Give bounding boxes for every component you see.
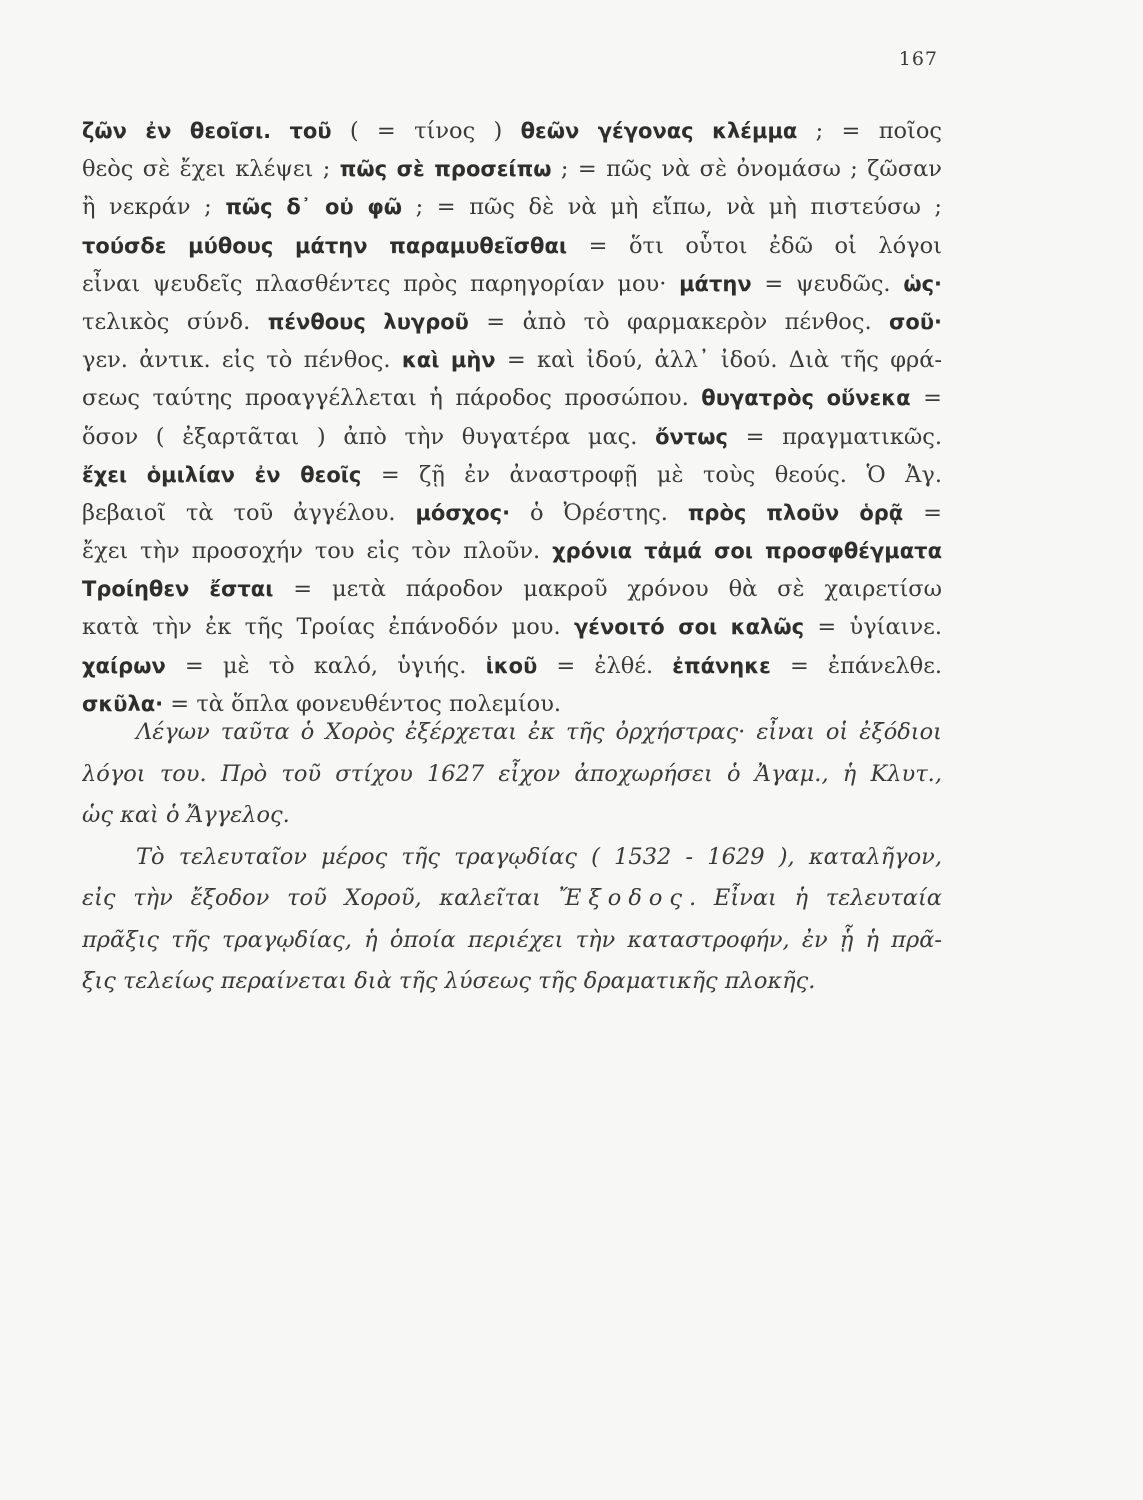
glossary-line <box>82 379 942 417</box>
commentary-block <box>82 712 942 1003</box>
gloss-text: βεβαιοῖ τὰ τοῦ ἀγγέλου. <box>82 499 416 526</box>
gloss-text: = ἐλθέ. <box>537 652 673 679</box>
headword: γένοιτό σοι καλῶς <box>573 615 805 640</box>
gloss-text: ἢ νεκράν ; <box>82 194 226 221</box>
gloss-text: θεὸς σὲ ἔχει κλέψει ; <box>82 156 340 183</box>
commentary-line <box>82 837 942 879</box>
gloss-text: εἰς τὴν ἔξοδον τοῦ Χοροῦ, καλεῖται <box>82 885 559 911</box>
gloss-text: = καὶ ἰδού, ἀλλ᾽ ἰδού. Διὰ τῆς φρά- <box>495 347 942 374</box>
headword: σκῦλα· <box>82 691 164 716</box>
gloss-text: ; = πῶς νὰ σὲ ὀνομάσω ; ζῶσαν <box>551 156 942 183</box>
glossary-block <box>82 112 942 723</box>
gloss-text: λόγοι του. Πρὸ τοῦ στίχου 1627 εἶχον ἀποχωρήσει ὁ Ἀγαμ., ἡ Κλυτ., <box>82 760 942 787</box>
gloss-text: ( = τίνος ) <box>331 118 521 144</box>
gloss-text: ὁ Ὀρέστης. <box>510 499 688 526</box>
headword: τοῦ <box>289 119 332 143</box>
gloss-text: γεν. ἀντικ. εἰς τὸ πένθος. <box>82 347 402 374</box>
headword: μόσχος· <box>415 500 511 525</box>
gloss-text: = ὅτι οὗτοι ἐδῶ οἱ λόγοι <box>567 232 942 259</box>
headword: ἐπάνηκε <box>672 653 771 678</box>
gloss-text: ; = πῶς δὲ νὰ μὴ εἴπω, νὰ μὴ πιστεύσω ; <box>402 194 942 221</box>
headword: θυγατρὸς οὕνεκα <box>701 386 911 411</box>
headword: καὶ μὴν <box>401 348 496 373</box>
headword: μάτην <box>679 271 752 296</box>
glossary-line <box>82 188 942 226</box>
glossary-line <box>82 418 942 456</box>
gloss-text: = ἐπάνελθε. <box>770 652 942 679</box>
headword: Τροίηθεν ἔσται <box>82 577 274 602</box>
glossary-line <box>82 265 942 303</box>
glossary-line <box>82 341 942 379</box>
glossary-line <box>82 608 942 646</box>
gloss-text: = μετὰ πάροδον μακροῦ χρόνου θὰ σὲ χαιρετίσω <box>273 576 942 603</box>
gloss-text: ὡς καὶ ὁ Ἄγγελος. <box>82 802 290 828</box>
gloss-text: = τὰ ὅπλα φονευθέντος πολεμίου. <box>163 690 562 717</box>
glossary-line <box>82 532 942 570</box>
gloss-text: εἶναι ψευδεῖς πλασθέντες πρὸς παρηγορίαν μου· <box>82 270 680 297</box>
headword: ὡς· <box>903 271 942 296</box>
headword: θεῶν γέγονας κλέμμα <box>520 119 798 143</box>
glossary-line <box>82 456 942 494</box>
commentary-line <box>82 878 942 920</box>
glossary-line <box>82 647 942 685</box>
gloss-text: = πραγματικῶς. <box>727 423 942 450</box>
gloss-text <box>271 118 289 144</box>
headword: ἱκοῦ <box>485 653 538 678</box>
headword: χαίρων <box>82 653 166 678</box>
gloss-text: ; = ποῖος <box>797 118 942 144</box>
headword: ἔχει ὁμιλίαν ἐν θεοῖς <box>82 462 362 487</box>
glossary-line <box>82 112 942 150</box>
gloss-text: ὅσον ( ἐξαρτᾶται ) ἀπὸ τὴν θυγατέρα μας. <box>82 423 656 450</box>
gloss-text: = ἀπὸ τὸ φαρμακερὸν πένθος. <box>468 308 890 335</box>
commentary-line <box>82 712 942 754</box>
commentary-line <box>82 920 942 962</box>
headword: πῶς δ᾽ οὐ φῶ <box>225 195 403 220</box>
gloss-text: = ψευδῶς. <box>751 270 904 297</box>
gloss-text: = ζῇ ἐν ἀναστροφῇ μὲ τοὺς θεούς. Ὁ Ἀγ. <box>361 461 942 488</box>
gloss-text: . Εἶναι ἡ τελευταία <box>689 885 942 911</box>
headword: χρόνια τἀμά σοι προσφθέγματα <box>552 539 942 564</box>
page-number: 167 <box>898 48 938 70</box>
headword: σοῦ· <box>889 309 942 334</box>
glossary-line <box>82 494 942 532</box>
headword: ὄντως <box>655 424 728 449</box>
glossary-line <box>82 303 942 341</box>
glossary-line <box>82 227 942 265</box>
glossary-line <box>82 150 942 188</box>
spaced-term: Ἔξοδος <box>558 885 690 911</box>
gloss-text: Λέγων ταῦτα ὁ Χορὸς ἐξέρχεται ἐκ τῆς ὀρχήστρας· εἶναι οἱ ἐξόδιοι <box>136 719 942 745</box>
gloss-text: = <box>903 499 942 526</box>
gloss-text: σεως ταύτης προαγγέλλεται ἡ πάροδος προσώπου. <box>82 385 702 412</box>
gloss-text: Τὸ τελευταῖον μέρος τῆς τραγῳδίας ( 1532 - 1629 ), καταλῆγον, <box>136 843 942 870</box>
gloss-text: ἔχει τὴν προσοχήν του εἰς τὸν πλοῦν. <box>82 538 553 565</box>
headword: πρὸς πλοῦν ὁρᾷ <box>687 500 904 525</box>
headword: ζῶν ἐν θεοῖσι. <box>82 119 272 143</box>
commentary-line <box>82 795 942 837</box>
commentary-line <box>82 961 942 1003</box>
headword: πῶς σὲ προσείπω <box>339 157 552 182</box>
glossary-line <box>82 570 942 608</box>
gloss-text: = <box>910 385 942 412</box>
headword: πένθους λυγροῦ <box>267 309 469 334</box>
gloss-text: πρᾶξις τῆς τραγῳδίας, ἡ ὁποία περιέχει τὴν καταστροφήν, ἐν ᾗ ἡ πρᾶ- <box>82 926 942 953</box>
headword: τούσδε μύθους μάτην παραμυθεῖσθαι <box>82 233 568 258</box>
gloss-text: ξις τελείως περαίνεται διὰ τῆς λύσεως τῆς δραματικῆς πλοκῆς. <box>82 968 816 994</box>
gloss-text: = ὑγίαινε. <box>804 614 942 641</box>
commentary-line <box>82 754 942 796</box>
gloss-text: = μὲ τὸ καλό, ὑγιής. <box>165 652 486 679</box>
gloss-text: κατὰ τὴν ἐκ τῆς Τροίας ἐπάνοδόν μου. <box>82 614 574 641</box>
gloss-text: τελικὸς σύνδ. <box>82 308 268 335</box>
